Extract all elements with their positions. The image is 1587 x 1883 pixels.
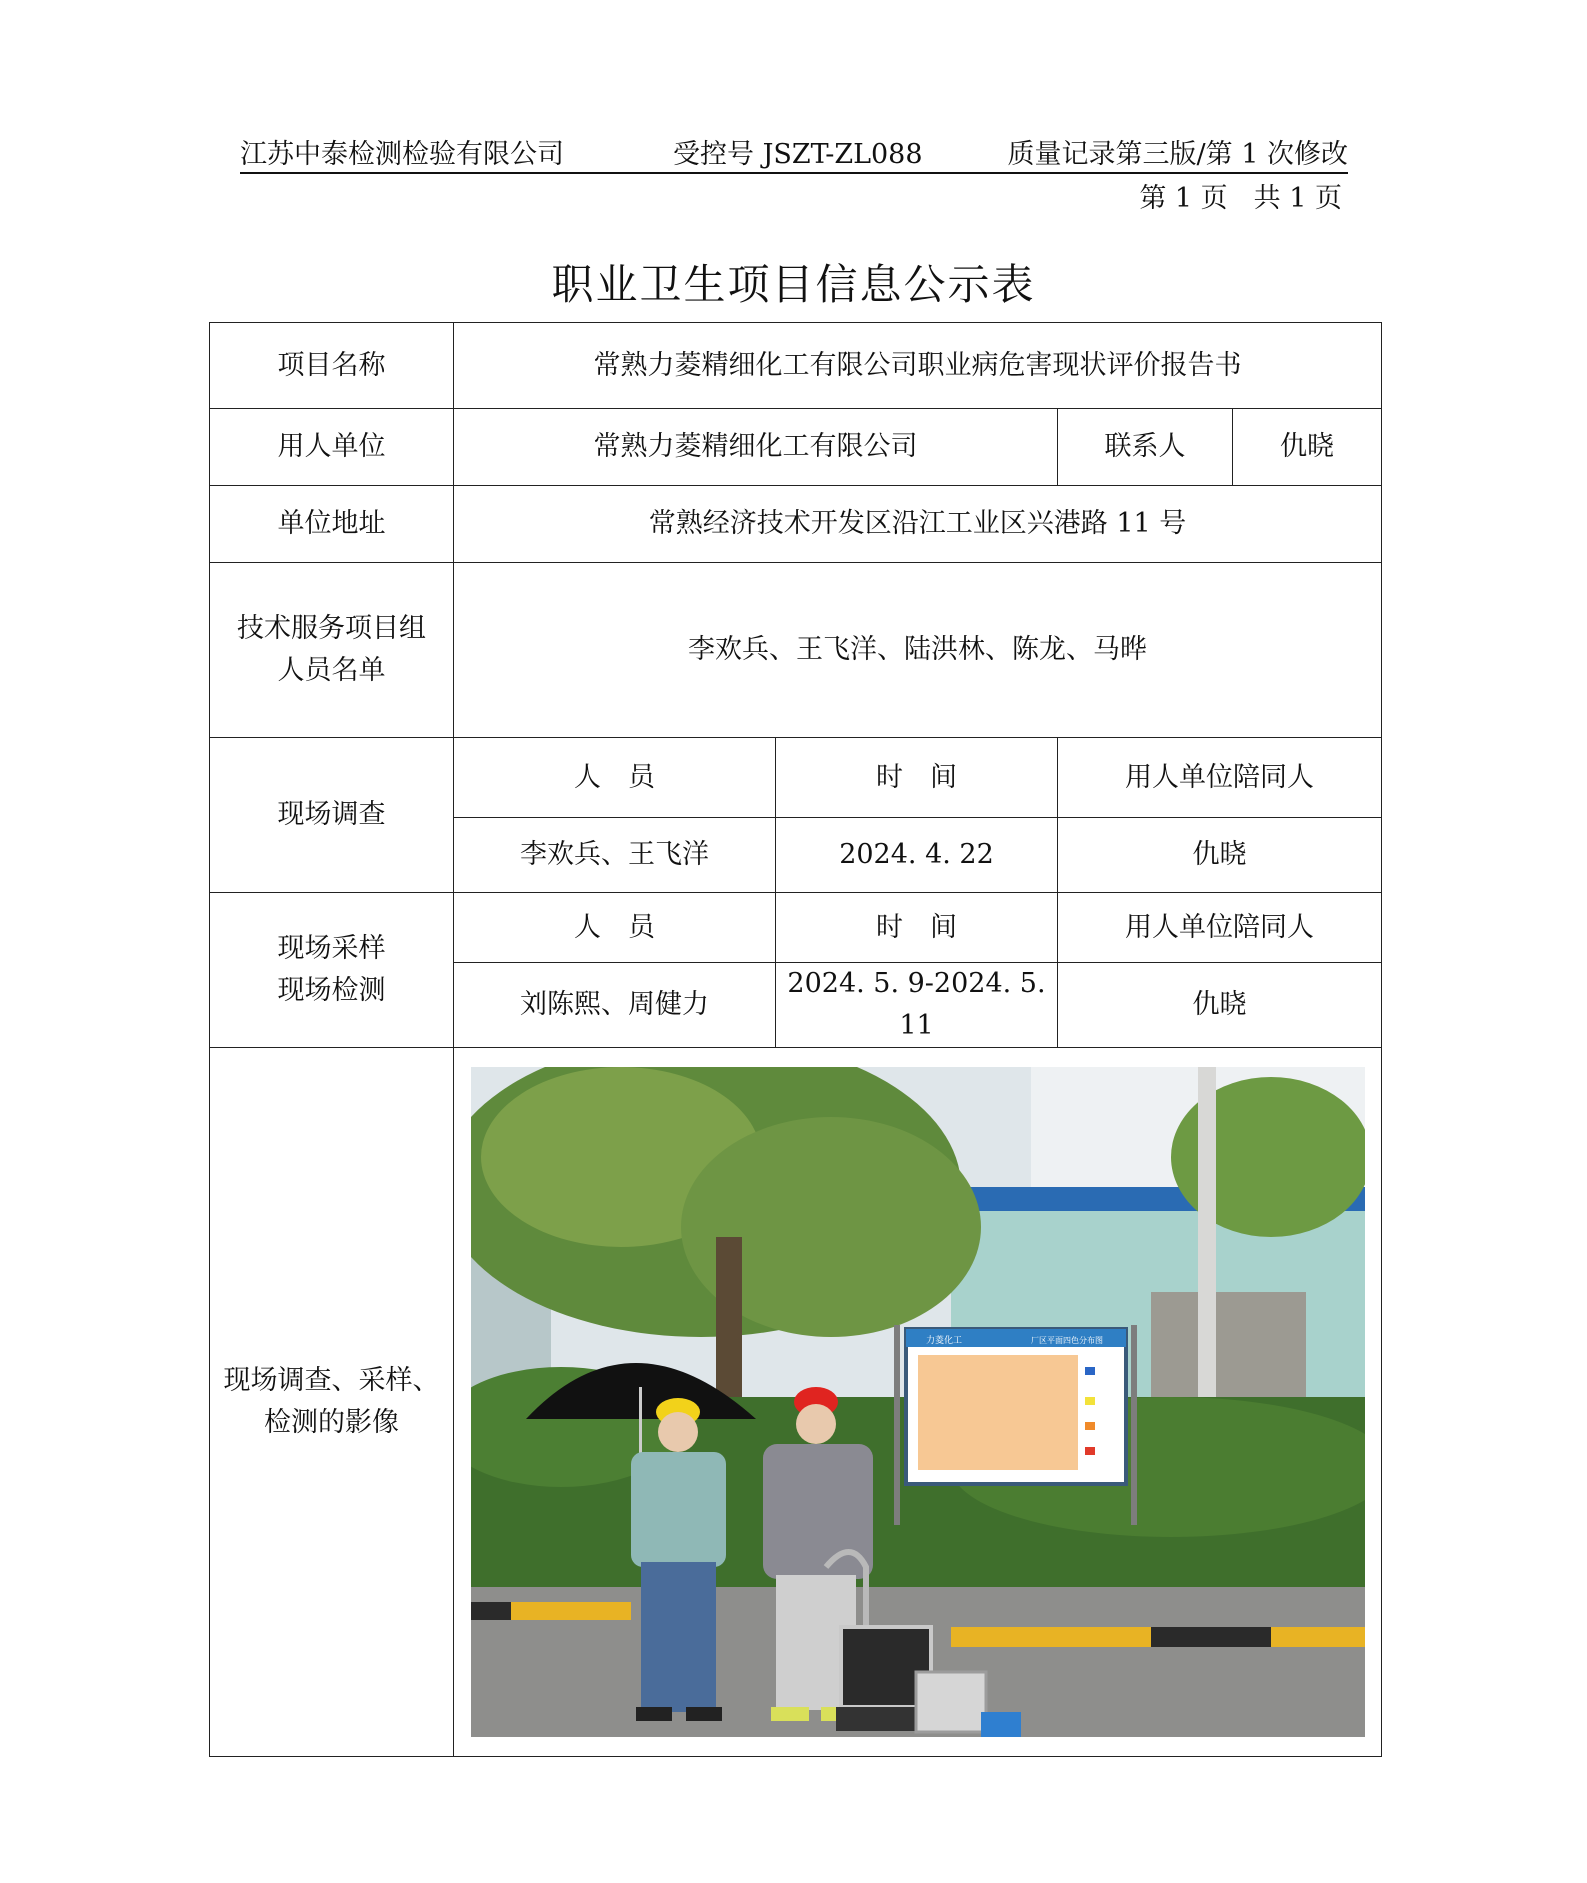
survey-col-companion: 用人单位陪同人 xyxy=(1058,738,1382,818)
sampling-col-companion: 用人单位陪同人 xyxy=(1058,893,1382,963)
contact-label: 联系人 xyxy=(1058,409,1233,486)
project-name-label: 项目名称 xyxy=(210,323,454,409)
page-total: 共 1 页 xyxy=(1253,183,1342,214)
photo-sign-post-right xyxy=(1131,1325,1137,1525)
row-team xyxy=(210,563,1382,738)
contact-value: 仇晓 xyxy=(1233,409,1382,486)
photo-person1-jeans xyxy=(641,1562,716,1712)
survey-companion: 仇晓 xyxy=(1058,818,1382,893)
photo-blue-item xyxy=(981,1712,1021,1737)
photo-curb-yellow-3 xyxy=(1271,1627,1365,1647)
employer-label: 用人单位 xyxy=(210,409,454,486)
version-info: 质量记录第三版/第 1 次修改 xyxy=(1007,139,1348,170)
survey-person: 李欢兵、王飞洋 xyxy=(454,818,776,893)
photo-curb-yellow-1 xyxy=(511,1602,631,1620)
document-header xyxy=(240,128,1348,174)
photo-sign-legend-red xyxy=(1085,1447,1095,1455)
photo-sign-legend-yellow xyxy=(1085,1397,1095,1405)
team-label-line-1: 技术服务项目组 xyxy=(237,613,426,645)
sampling-companion: 仇晓 xyxy=(1058,963,1382,1048)
photo-sign-brand: 力菱化工 xyxy=(925,1335,962,1346)
row-employer xyxy=(210,409,1382,486)
sampling-col-person: 人 员 xyxy=(454,893,776,963)
row-project-name xyxy=(210,323,1382,409)
address-value: 常熟经济技术开发区沿江工业区兴港路 11 号 xyxy=(454,486,1382,563)
row-image xyxy=(210,1047,1382,1756)
photo-sign-legend-blue xyxy=(1085,1367,1095,1375)
image-label-line-1: 现场调查、采样、 xyxy=(223,1364,440,1396)
row-address xyxy=(210,486,1382,563)
sampling-person: 刘陈熙、周健力 xyxy=(454,963,776,1048)
sampling-label xyxy=(210,893,454,1048)
photo-sign-heading: 厂区平面四色分布图 xyxy=(1030,1335,1103,1345)
photo-person1-shoe-left xyxy=(636,1707,672,1721)
team-label xyxy=(210,563,454,738)
team-value: 李欢兵、王飞洋、陆洪林、陈龙、马晔 xyxy=(454,563,1382,738)
sampling-time: 2024. 5. 9-2024. 5. 11 xyxy=(776,963,1058,1048)
photo-case-silver xyxy=(916,1672,986,1732)
address-label: 单位地址 xyxy=(210,486,454,563)
photo-person1-shoe-right xyxy=(686,1707,722,1721)
photo-person2-shoe-left xyxy=(771,1707,809,1721)
survey-col-person: 人 员 xyxy=(454,738,776,818)
photo-sign-post-left xyxy=(894,1325,900,1525)
site-photo-illustration xyxy=(471,1067,1365,1737)
project-name-value: 常熟力菱精细化工有限公司职业病危害现状评价报告书 xyxy=(454,323,1382,409)
sampling-label-line-2: 现场检测 xyxy=(277,974,386,1006)
photo-curb-black-2 xyxy=(1151,1627,1271,1647)
team-label-line-2: 人员名单 xyxy=(277,655,386,686)
employer-value: 常熟力菱精细化工有限公司 xyxy=(454,409,1058,486)
image-label-line-2: 检测的影像 xyxy=(264,1406,399,1438)
image-cell xyxy=(454,1047,1382,1756)
image-label xyxy=(210,1047,454,1756)
photo-person2-face xyxy=(796,1404,836,1444)
photo-person2-jacket xyxy=(763,1444,873,1579)
control-number: 受控号 JSZT-ZL088 xyxy=(673,139,923,170)
survey-label: 现场调查 xyxy=(210,738,454,893)
site-photo xyxy=(471,1067,1365,1737)
page-title: 职业卫生项目信息公示表 xyxy=(551,260,1036,309)
company-name: 江苏中泰检测检验有限公司 xyxy=(240,139,564,170)
info-table xyxy=(209,322,1382,1757)
sampling-col-time: 时 间 xyxy=(776,893,1058,963)
page-indicator xyxy=(1139,176,1342,215)
row-sampling-header xyxy=(210,893,1382,963)
photo-sign-map xyxy=(918,1355,1078,1470)
photo-person1-shirt xyxy=(631,1452,726,1567)
page-current: 第 1 页 xyxy=(1139,183,1228,214)
survey-time: 2024. 4. 22 xyxy=(776,818,1058,893)
survey-col-time: 时 间 xyxy=(776,738,1058,818)
photo-person1-face xyxy=(658,1412,698,1452)
row-survey-header xyxy=(210,738,1382,818)
photo-sign-legend-orange xyxy=(1085,1422,1095,1430)
photo-curb-yellow-2 xyxy=(951,1627,1151,1647)
sampling-label-line-1: 现场采样 xyxy=(277,933,386,964)
